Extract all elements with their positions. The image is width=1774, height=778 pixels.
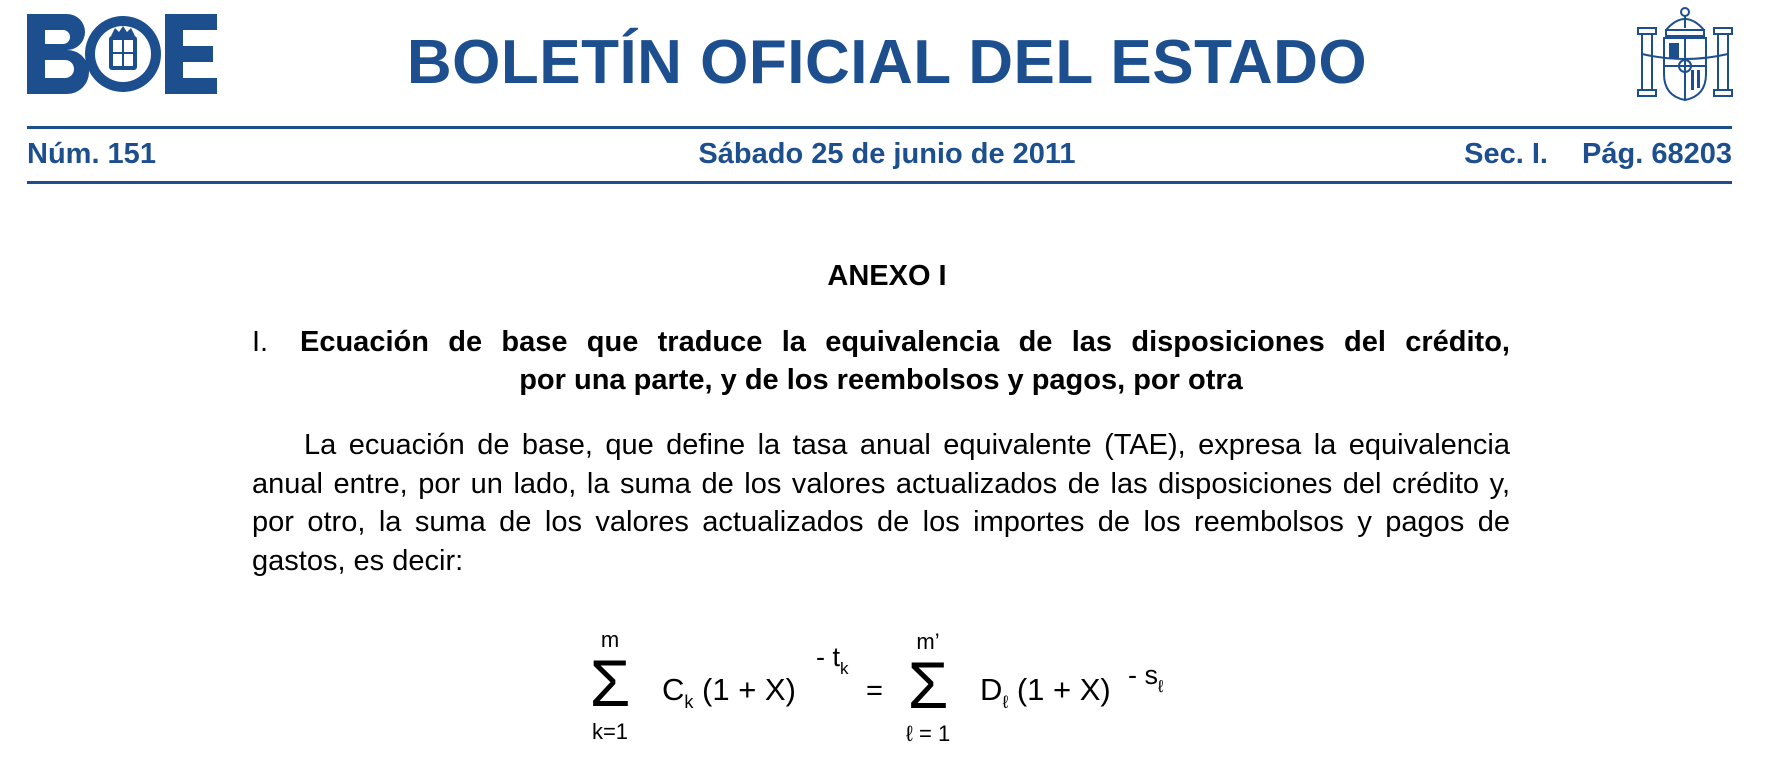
left-exponent-index: k xyxy=(840,659,849,678)
equals-sign: = xyxy=(866,675,883,707)
journal-title: BOLETÍN OFICIAL DEL ESTADO xyxy=(406,28,1368,97)
coat-of-arms-icon xyxy=(1636,4,1734,104)
annex-title: ANEXO I xyxy=(827,260,947,292)
issue-number: Núm. 151 xyxy=(27,138,156,170)
right-term xyxy=(980,672,1111,712)
left-sum-lower: k=1 xyxy=(591,719,629,744)
left-factor: (1 + X) xyxy=(702,672,796,707)
right-term-index: ℓ xyxy=(1002,692,1009,712)
right-factor: (1 + X) xyxy=(1016,672,1111,707)
header-rule-top xyxy=(27,126,1732,129)
page-number: Pág. 68203 xyxy=(1582,138,1732,170)
left-term-symbol: C xyxy=(662,672,685,707)
section-heading-line1: Ecuación de base que traduce la equivalencia de las disposiciones del crédito, xyxy=(300,326,1510,358)
section-label: Sec. I. xyxy=(1464,138,1548,170)
left-exponent xyxy=(816,642,849,676)
left-sigma: Σ xyxy=(589,646,631,720)
right-exponent-index: ℓ xyxy=(1158,677,1164,696)
section-page-info xyxy=(1464,136,1732,172)
right-sigma: Σ xyxy=(907,648,949,722)
header-rule-bottom xyxy=(27,181,1732,184)
left-term-index: k xyxy=(684,692,694,712)
right-exponent-sign: - s xyxy=(1128,660,1158,690)
left-exponent-sign: - t xyxy=(816,642,840,672)
section-numeral: I. xyxy=(252,326,269,358)
left-sum-upper: m xyxy=(600,627,620,652)
issue-date: Sábado 25 de junio de 2011 xyxy=(698,138,1076,170)
body-paragraph: La ecuación de base, que define la tasa anual equivalente (TAE), expresa la equivalencia anual entre, por un lado, la suma de los valores actualizados de las disposiciones del crédito y, por otro, la suma de los valores actualizados de los importes de los reembolsos y pagos de gastos, es decir: xyxy=(252,429,1510,577)
right-exponent xyxy=(1128,660,1164,694)
tae-equation xyxy=(0,620,1774,775)
right-sum-upper: m’ xyxy=(916,629,940,654)
left-term xyxy=(662,672,796,712)
right-term-symbol: D xyxy=(980,672,1003,707)
section-heading-line2: por una parte, y de los reembolsos y pagos, por otra xyxy=(519,364,1243,396)
right-sum-lower: ℓ = 1 xyxy=(905,721,951,746)
